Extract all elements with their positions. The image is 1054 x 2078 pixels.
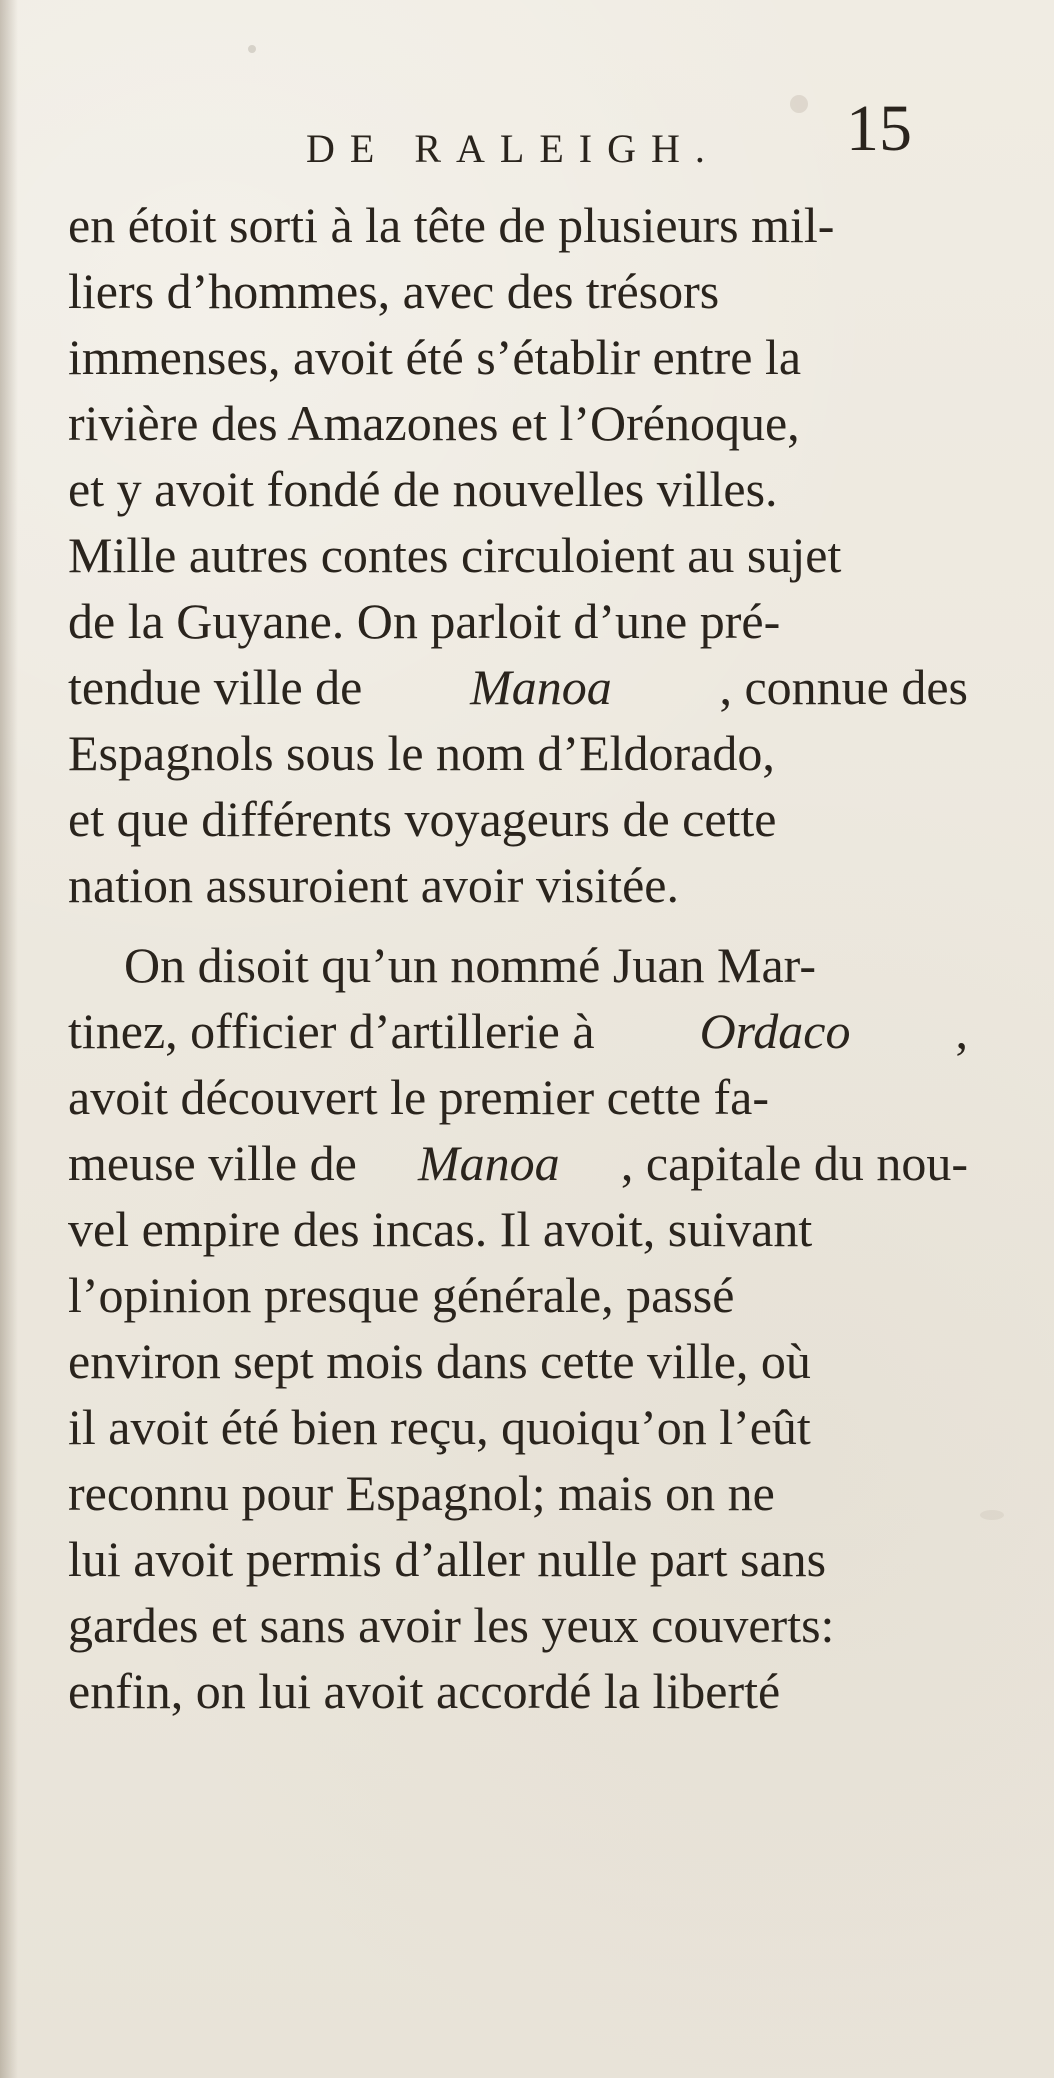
text-segment: tinez, officier d’artillerie à: [68, 1003, 595, 1059]
text-segment: immenses, avoit été s’établir entre la: [68, 329, 802, 385]
text-line: [68, 789, 968, 849]
page-number: 15: [846, 92, 912, 165]
text-segment: meuse ville de: [68, 1135, 357, 1191]
text-line: [68, 591, 968, 651]
text-line: [68, 525, 968, 585]
text-line: [124, 935, 968, 995]
text-segment: avoit découvert le premier cette fa-: [68, 1069, 770, 1125]
text-line: [68, 1661, 968, 1721]
text-segment: de la Guyane. On parloit d’une pré-: [68, 593, 781, 649]
text-line: [68, 855, 968, 915]
text-line: [68, 459, 968, 519]
text-line: [68, 1067, 968, 1127]
text-line: [68, 1397, 968, 1457]
text-line: [68, 1463, 968, 1523]
text-segment: tendue ville de: [68, 659, 363, 715]
text-line: [68, 1265, 968, 1325]
text-line: [68, 1595, 968, 1655]
running-head: DE RALEIGH.: [306, 126, 720, 171]
text-segment: Espagnols sous le nom d’Eldorado,: [68, 725, 775, 781]
text-line: [68, 1331, 968, 1391]
text-segment: liers d’hommes, avec des trésors: [68, 263, 720, 319]
text-line: [68, 327, 968, 387]
place-name-ordaco: Ordaco: [699, 1003, 851, 1059]
text-segment: gardes et sans avoir les yeux couverts:: [68, 1597, 835, 1653]
text-segment: reconnu pour Espagnol; mais on ne: [68, 1465, 775, 1521]
text-segment: , capitale du nou-: [620, 1135, 968, 1191]
text-line: [68, 1529, 968, 1589]
text-line: [68, 1001, 968, 1061]
text-segment: et que différents voyageurs de cette: [68, 791, 777, 847]
text-segment: en étoit sorti à la tête de plusieurs mil-: [68, 197, 835, 253]
text-segment: lui avoit permis d’aller nulle part sans: [68, 1531, 827, 1587]
text-segment: il avoit été bien reçu, quoiqu’on l’eût: [68, 1399, 811, 1455]
text-segment: nation assuroient avoir visitée.: [68, 857, 679, 913]
text-line: [68, 1133, 968, 1193]
text-line: [68, 195, 968, 255]
text-segment: On disoit qu’un nommé Juan Mar-: [124, 937, 816, 993]
text-line: [68, 261, 968, 321]
text-line: [68, 393, 968, 453]
paper-stain: [980, 1510, 1004, 1520]
text-segment: Mille autres contes circuloient au sujet: [68, 527, 842, 583]
text-line: [68, 657, 968, 717]
text-segment: environ sept mois dans cette ville, où: [68, 1333, 811, 1389]
page-edge-shadow: [0, 0, 18, 2078]
text-line: [68, 723, 968, 783]
text-segment: ,: [955, 1003, 968, 1059]
text-segment: l’opinion presque générale, passé: [68, 1267, 735, 1323]
place-name-manoa: Manoa: [470, 659, 612, 715]
paper-stain: [790, 95, 808, 113]
text-segment: vel empire des incas. Il avoit, suivant: [68, 1201, 813, 1257]
text-segment: , connue des: [719, 659, 968, 715]
text-segment: et y avoit fondé de nouvelles villes.: [68, 461, 778, 517]
text-segment: enfin, on lui avoit accordé la liberté: [68, 1663, 781, 1719]
text-segment: rivière des Amazones et l’Orénoque,: [68, 395, 800, 451]
text-line: [68, 1199, 968, 1259]
paper-stain: [248, 45, 256, 53]
place-name-manoa: Manoa: [418, 1135, 560, 1191]
book-text: [68, 195, 968, 1719]
